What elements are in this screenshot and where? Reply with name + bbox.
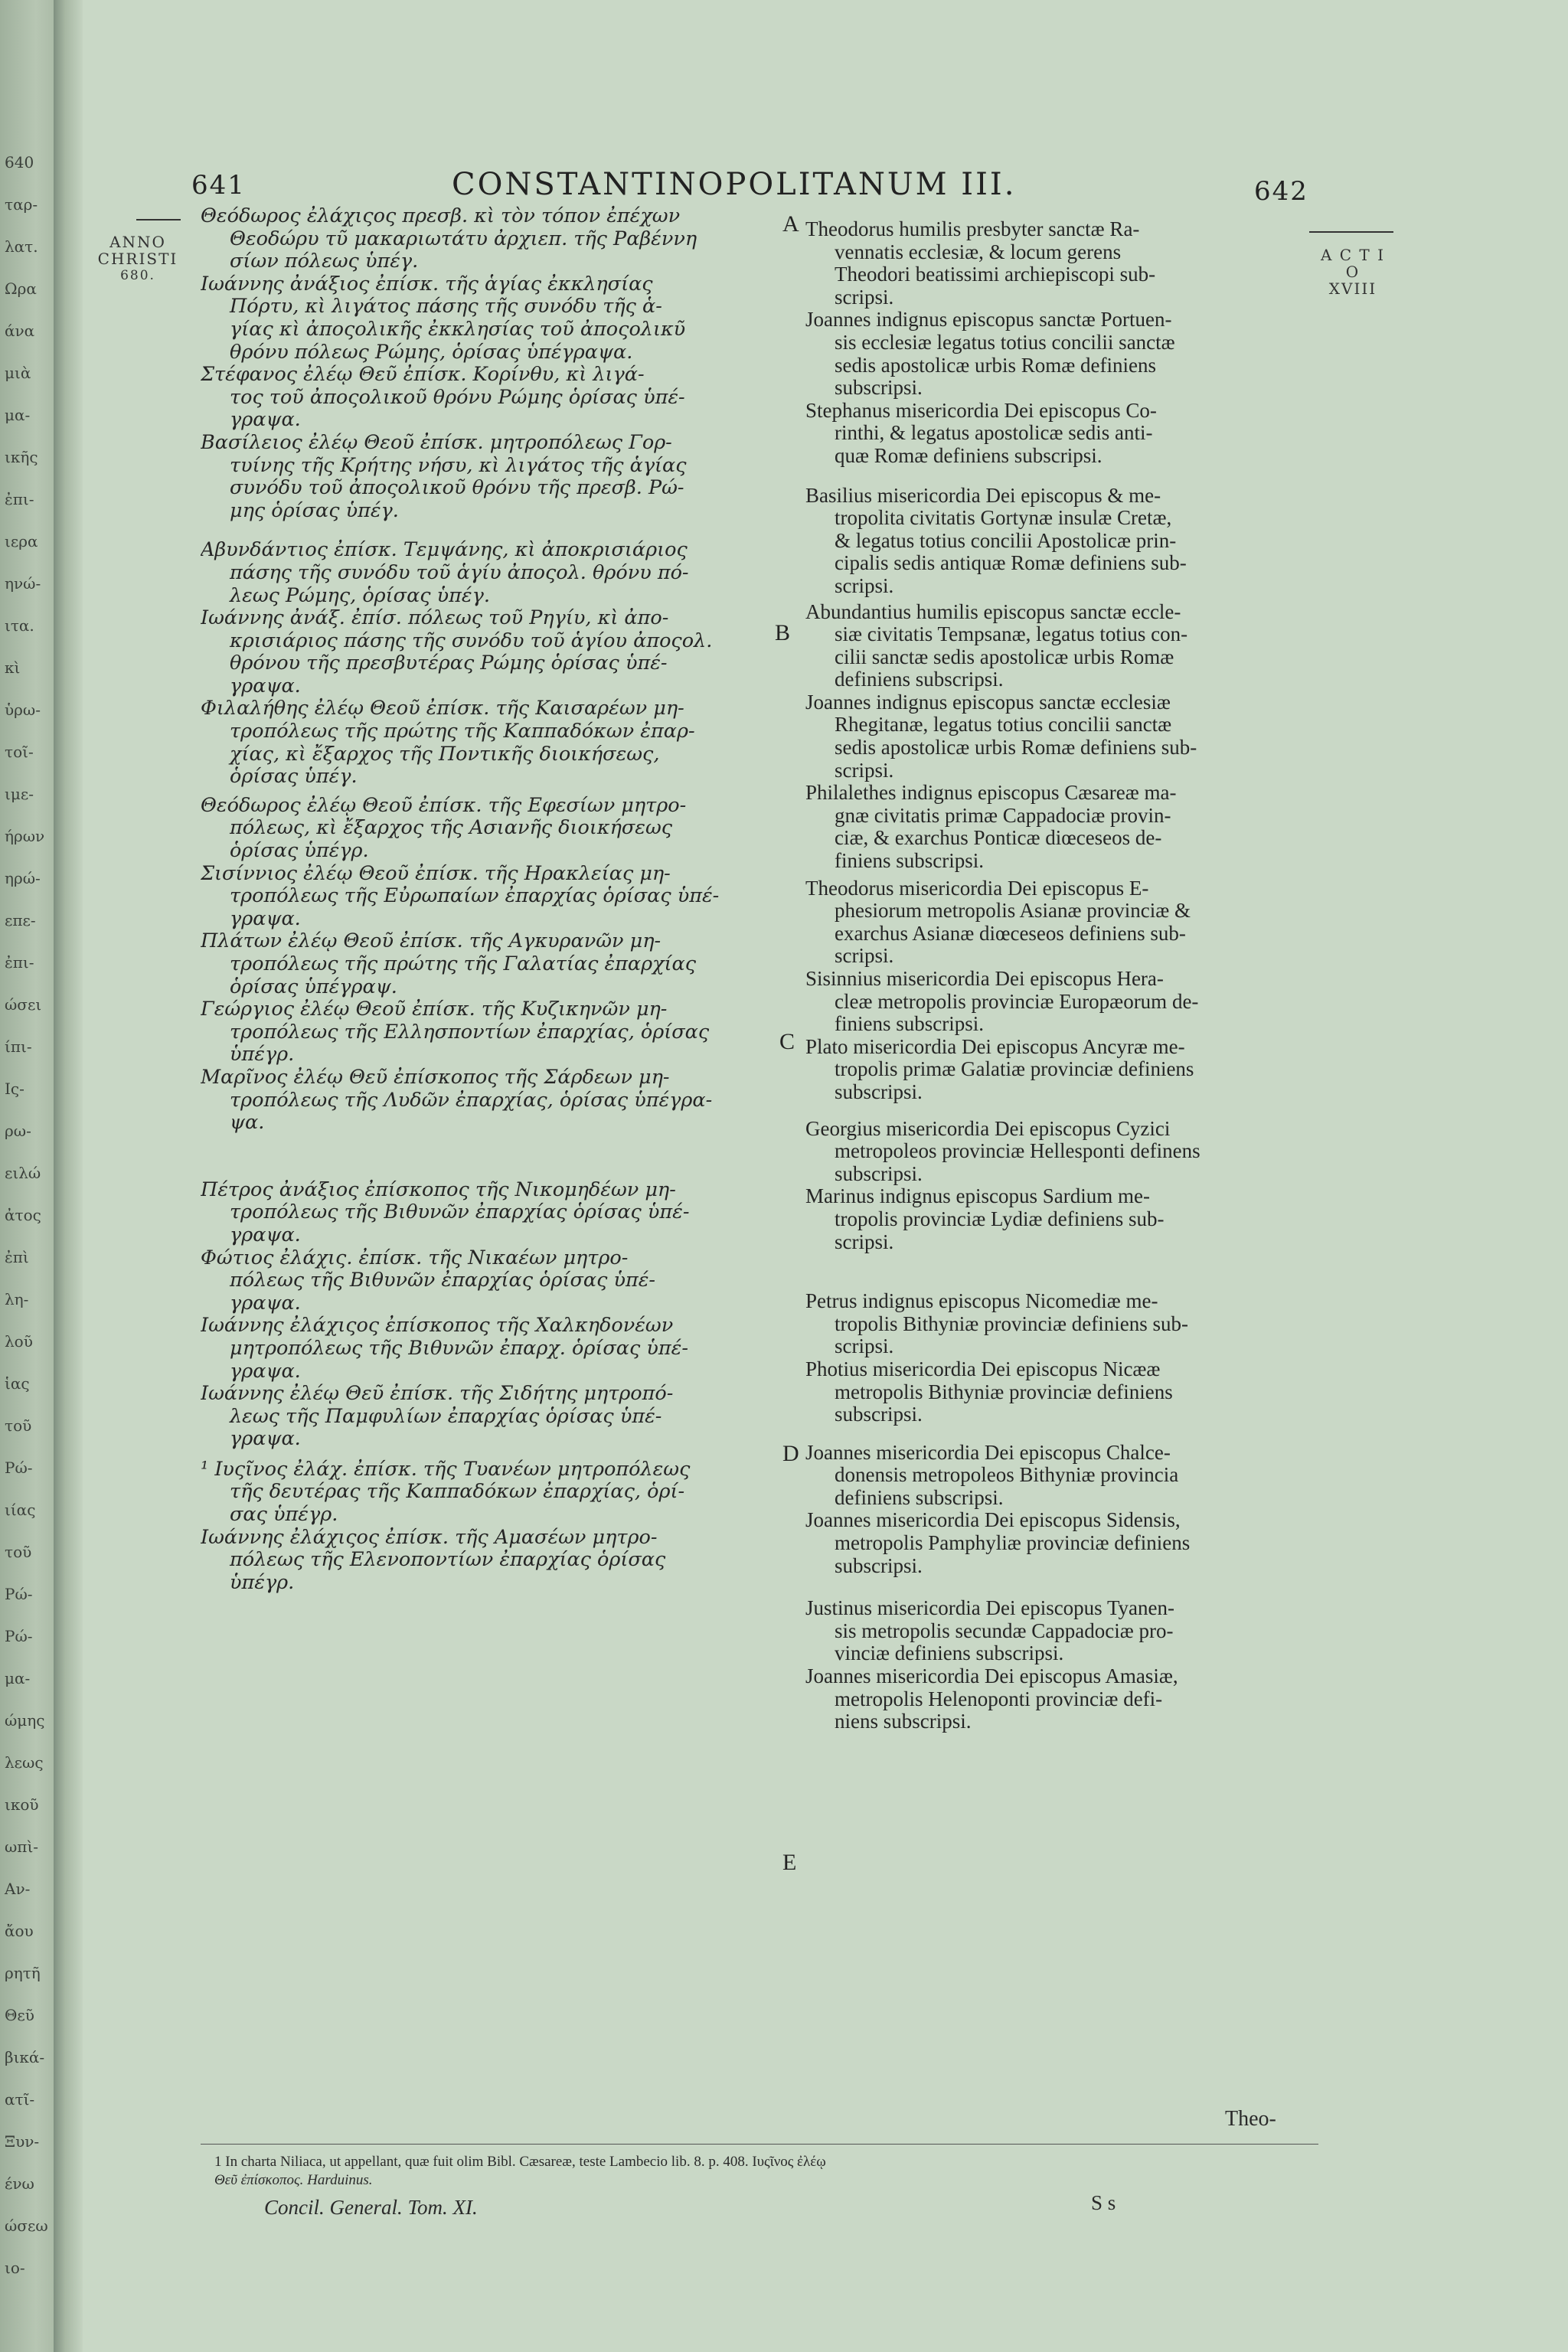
volume-signature: Concil. General. Tom. XI.	[264, 2196, 478, 2219]
subscription-entry	[805, 1442, 1318, 1510]
entry-line: ὑπέγρ.	[230, 1571, 295, 1594]
subscription-entry	[201, 795, 782, 863]
gutter-fragment: ιτα.	[5, 616, 34, 635]
section-letter-d: D	[782, 1441, 799, 1466]
entry-line: metropolis Pamphyliæ provinciæ definiens	[835, 1532, 1191, 1555]
gutter-fragment: λεως	[5, 1753, 44, 1772]
entry-line: τροπόλεως τῆς πρώτης τῆς Καππαδόκων ἐπαρ-	[230, 720, 695, 743]
entry-line: scripsi.	[835, 1230, 894, 1253]
header-dash-right	[1309, 231, 1393, 233]
entry-line: ὁρίσας ὑπέγρ.	[230, 840, 369, 863]
gutter-fragment: 640	[5, 153, 34, 172]
entry-line: ψα.	[230, 1112, 265, 1135]
gutter-fragment: Αν-	[5, 1880, 31, 1898]
entry-line: Justinus misericordia Dei episcopus Tyanen-	[805, 1597, 1175, 1620]
entry-line: Ιωάννης ἐλάχιςος ἐπίσκ. τῆς Αμασέων μητρο-	[201, 1526, 658, 1549]
subscription-entry	[201, 432, 782, 522]
entry-line: τροπόλεως τῆς πρώτης τῆς Γαλατίας ἐπαρχίας	[230, 953, 697, 975]
subscription-entry	[805, 877, 1318, 968]
entry-line: vennatis ecclesiæ, & locum gerens	[835, 240, 1122, 263]
section-letter-a: A	[782, 211, 799, 237]
gutter-fragment: ρω-	[5, 1122, 31, 1140]
anno-label: ANNO	[109, 233, 166, 251]
subscription-entry	[201, 1527, 782, 1595]
gutter-fragment: Ωρα	[5, 279, 37, 298]
entry-line: Joannes misericordia Dei episcopus Chalce-	[805, 1441, 1171, 1464]
entry-line: gnæ civitatis primæ Cappadociæ provin-	[835, 804, 1171, 827]
gutter-fragment: Ξυν-	[5, 2132, 40, 2151]
entry-line: θρόνυ πόλεως Ρώμης, ὁρίσας ὑπέγραψα.	[230, 341, 633, 364]
gutter-fragment: τοῦ	[5, 1543, 32, 1561]
gutter-fragment: ὑρω-	[5, 701, 41, 719]
gutter-fragment: ἐπι-	[5, 953, 34, 972]
gutter-fragment: μιὰ	[5, 364, 31, 382]
gutter-fragment: ταρ-	[5, 195, 38, 214]
subscription-entry	[805, 782, 1318, 872]
entry-line: metropolis Bithyniæ provinciæ definiens	[835, 1380, 1173, 1403]
entry-line: vinciæ definiens subscripsi.	[835, 1642, 1064, 1665]
entry-line: Abundantius humilis episcopus sanctæ eccle-	[805, 600, 1181, 623]
subscription-entry	[805, 691, 1318, 782]
entry-line: scripsi.	[835, 945, 894, 968]
gutter-fragment: ρητῆ	[5, 1964, 41, 1982]
entry-line: Πέτρος ἀνάξιος ἐπίσκοπος τῆς Νικομηδέων μη-	[201, 1178, 676, 1201]
entry-line: exarchus Asianæ diœceseos definiens sub-	[835, 922, 1186, 945]
subscription-entry	[201, 998, 782, 1067]
entry-line: finiens subscripsi.	[835, 850, 984, 873]
entry-line: phesiorum metropolis Asianæ provinciæ &	[835, 900, 1191, 923]
gutter-fragment: τοῦ	[5, 1416, 32, 1435]
gutter-fragment: ώσεω	[5, 2216, 48, 2235]
entry-line: Joannes misericordia Dei episcopus Sidensis,	[805, 1509, 1181, 1532]
entry-line: & legatus totius concilii Apostolicæ prin-	[835, 529, 1177, 552]
subscription-entry	[805, 309, 1318, 399]
subscription-entry	[201, 1247, 782, 1315]
sheet-signature: S s	[1091, 2191, 1116, 2214]
entry-line: cilii sanctæ sedis apostolicæ urbis Romæ	[835, 645, 1174, 668]
entry-line: Ιωάννης ἀνάξιος ἐπίσκ. τῆς ἁγίας ἐκκλησίας	[201, 273, 653, 296]
gutter-fragment: ήρων	[5, 827, 45, 845]
gutter-fragment: κὶ	[5, 658, 21, 677]
gutter-fragment: Ρώ-	[5, 1627, 33, 1645]
subscription-entry	[805, 968, 1318, 1036]
entry-line: subscripsi.	[835, 1162, 923, 1185]
entry-line: definiens subscripsi.	[835, 668, 1004, 691]
entry-line: metropoleos provinciæ Hellesponti definens	[835, 1140, 1200, 1163]
entry-line: πόλεως τῆς Ελενοποντίων ἐπαρχίας ὁρίσας	[230, 1549, 666, 1572]
subscription-entry	[805, 1358, 1318, 1426]
entry-line: λεως Ρώμης, ὁρίσας ὑπέγ.	[230, 584, 490, 607]
subscription-entry	[201, 539, 782, 607]
entry-line: Ιωάννης ἐλέῳ Θεῦ ἐπίσκ. τῆς Σιδήτης μητροπό-	[201, 1383, 674, 1406]
section-letter-e: E	[782, 1850, 797, 1875]
entry-line: Rhegitanæ, legatus totius concilii sanctæ	[835, 714, 1172, 737]
subscription-entry	[805, 1509, 1318, 1577]
subscription-entry	[201, 607, 782, 697]
entry-line: subscripsi.	[835, 1403, 923, 1426]
entry-line: tropolita civitatis Gortynæ insulæ Cretæ,	[835, 507, 1172, 530]
entry-line: tropolis primæ Galatiæ provinciæ definiens	[835, 1058, 1194, 1081]
running-title: CONSTANTINOPOLITANUM III.	[452, 167, 1017, 202]
subscription-entry	[805, 1185, 1318, 1253]
entry-line: γραψα.	[230, 1428, 301, 1451]
entry-line: Θεόδωρος ἐλέῳ Θεοῦ ἐπίσκ. τῆς Εφεσίων μητρο-	[201, 794, 687, 817]
actio-number: XVIII	[1328, 279, 1377, 298]
gutter-fragment: μα-	[5, 406, 31, 424]
subscription-entry	[805, 400, 1318, 468]
gutter-fragment: Ρώ-	[5, 1459, 33, 1477]
entry-line: quæ Romæ definiens subscripsi.	[835, 444, 1102, 467]
entry-line: πόλεως, κὶ ἔξαρχος τῆς Ασιανῆς διοικήσεως	[230, 817, 673, 840]
gutter-fragment: ἐπι-	[5, 490, 34, 508]
anno-christi-margin-note	[92, 234, 184, 284]
entry-line: Ιωάννης ἀνάξ. ἐπίσ. πόλεως τοῦ Ρηγίυ, κὶ ἀπο-	[201, 607, 669, 630]
entry-line: Georgius misericordia Dei episcopus Cyzici	[805, 1117, 1171, 1140]
entry-line: γραψα.	[230, 907, 301, 930]
entry-line: Σισίννιος ἐλέῳ Θεοῦ ἐπίσκ. τῆς Ηρακλείας μη-	[201, 862, 671, 885]
entry-line: Sisinnius misericordia Dei episcopus Hera-	[805, 968, 1164, 990]
gutter-fragment: ιμε-	[5, 785, 34, 803]
gutter-fragment: ώσει	[5, 995, 42, 1014]
entry-line: Photius misericordia Dei episcopus Nicææ	[805, 1357, 1161, 1380]
entry-line: tropolis Bithyniæ provinciæ definiens sub-	[835, 1312, 1188, 1335]
entry-line: rinthi, & legatus apostolicæ sedis anti-	[835, 422, 1153, 445]
entry-line: λεως τῆς Παμφυλίων ἐπαρχίας ὁρίσας ὑπέ-	[230, 1405, 662, 1428]
gutter-fragment: ιερα	[5, 532, 38, 550]
subscription-entry	[805, 1665, 1318, 1733]
header-dash-left	[136, 219, 181, 220]
latin-column	[805, 218, 1318, 1733]
gutter-fragment: ιο-	[5, 2259, 25, 2277]
subscription-entry	[201, 1383, 782, 1451]
subscription-entry	[201, 1067, 782, 1135]
entry-line: Petrus indignus episcopus Nicomediæ me-	[805, 1290, 1158, 1313]
entry-line: tropolis provinciæ Lydiæ definiens sub-	[835, 1207, 1165, 1230]
entry-line: γίας κὶ ἀποςολικῆς ἐκκλησίας τοῦ ἀποςολικῦ	[230, 318, 686, 341]
actio-margin-note	[1311, 247, 1395, 297]
subscription-entry	[805, 1118, 1318, 1186]
footnote-line-1: 1 In charta Niliaca, ut appellant, quæ fuit olim Bibl. Cæsareæ, teste Lambecio lib. 8. p. 408. Ιυςῖνος ἐλέῳ	[214, 2154, 826, 2170]
gutter-fragment: ἄου	[5, 1922, 34, 1940]
entry-line: ὑπέγρ.	[230, 1044, 295, 1067]
entry-line: σίων πόλεως ὑπέγ.	[230, 250, 419, 273]
entry-line: Φώτιος ἐλάχις. ἐπίσκ. τῆς Νικαέων μητρο-	[201, 1246, 629, 1269]
subscription-entry	[201, 697, 782, 788]
entry-line: Μαρῖνος ἐλέῳ Θεῦ ἐπίσκοπος τῆς Σάρδεων μη-	[201, 1066, 670, 1089]
entry-line: συνόδυ τοῦ ἀποςολικοῦ θρόνυ τῆς πρεσβ. Ρώ-	[230, 477, 684, 500]
subscription-entry	[201, 1179, 782, 1247]
subscription-entry	[201, 1459, 782, 1527]
entry-line: τροπόλεως τῆς Ελλησποντίων ἐπαρχίας, ὁρίσας	[230, 1021, 710, 1044]
gutter-fragment: ικῆς	[5, 448, 38, 466]
gutter-fragment: ίπι-	[5, 1037, 32, 1056]
gutter-fragment: ώμης	[5, 1711, 45, 1730]
gutter-fragment: Ις-	[5, 1080, 24, 1098]
gutter-fragment: ἐπὶ	[5, 1248, 29, 1266]
gutter-fragment: ατῖ-	[5, 2090, 35, 2109]
entry-line: scripsi.	[835, 759, 894, 782]
entry-line: μης ὁρίσας ὑπέγ.	[230, 499, 399, 522]
entry-line: ¹ Ιυςῖνος ἐλάχ. ἐπίσκ. τῆς Τυανέων μητροπόλεως	[201, 1458, 691, 1481]
entry-line: πάσης τῆς συνόδυ τοῦ ἁγίυ ἀποςολ. θρόνυ πό-	[230, 561, 689, 584]
entry-line: scripsi.	[835, 286, 894, 309]
entry-line: κρισιάριος πάσης τῆς συνόδυ τοῦ ἁγίου ἀποςολ.	[230, 629, 713, 652]
gutter-fragment: Ρώ-	[5, 1585, 33, 1603]
gutter-fragment: ηνώ-	[5, 574, 41, 593]
entry-line: τροπόλεως τῆς Εὐρωπαίων ἐπαρχίας ὁρίσας ὑπέ-	[230, 885, 720, 908]
subscription-entry	[201, 205, 782, 273]
christi-label: CHRISTI	[97, 250, 178, 268]
entry-line: ὁρίσας ὑπέγ.	[230, 766, 358, 789]
entry-line: Plato misericordia Dei episcopus Ancyræ me-	[805, 1035, 1185, 1058]
entry-line: Θεόδωρος ἐλάχιςος πρεσβ. κὶ τὸν τόπον ἐπέχων	[201, 205, 681, 227]
entry-line: subscripsi.	[835, 377, 923, 400]
gutter-fragment: λατ.	[5, 237, 38, 256]
entry-line: Basilius misericordia Dei episcopus & me-	[805, 484, 1161, 507]
entry-line: sedis apostolicæ urbis Romæ definiens	[835, 354, 1156, 377]
entry-line: metropolis Helenoponti provinciæ defi-	[835, 1687, 1163, 1710]
entry-line: sedis apostolicæ urbis Romæ definiens sub-	[835, 737, 1197, 760]
gutter-fragment: Θεῦ	[5, 2006, 34, 2024]
greek-column	[201, 205, 782, 1594]
entry-line: γραψα.	[230, 1292, 301, 1315]
entry-line: Αβυνδάντιος ἐπίσκ. Τεμψάνης, κὶ ἀποκρισιάριος	[201, 539, 688, 562]
entry-line: Marinus indignus episcopus Sardium me-	[805, 1185, 1150, 1208]
entry-line: Joannes misericordia Dei episcopus Amasiæ,	[805, 1665, 1178, 1688]
gutter-fragment: τοῖ-	[5, 743, 34, 761]
catchword: Theo-	[1225, 2107, 1276, 2131]
gutter-fragment: άνα	[5, 322, 35, 340]
entry-line: Philalethes indignus episcopus Cæsareæ ma-	[805, 782, 1177, 805]
entry-line: τυίνης τῆς Κρήτης νήσυ, κὶ λιγάτος τῆς ἁγίας	[230, 454, 687, 477]
entry-line: niens subscripsi.	[835, 1710, 972, 1733]
entry-line: scripsi.	[835, 574, 894, 597]
gutter-fragment: λη-	[5, 1290, 29, 1308]
binding-fold	[54, 0, 83, 2352]
section-letter-c: C	[779, 1029, 795, 1054]
entry-line: θρόνου τῆς πρεσβυτέρας Ρώμης ὁρίσας ὑπέ-	[230, 652, 668, 675]
entry-line: χίας, κὶ ἔξαρχος τῆς Ποντικῆς διοικήσεως,	[230, 743, 660, 766]
footnote-line-2: Θεῦ ἐπίσκοπος. Harduinus.	[214, 2172, 373, 2188]
entry-line: Joannes indignus episcopus sanctæ ecclesiæ	[805, 691, 1171, 714]
entry-line: subscripsi.	[835, 1554, 923, 1577]
gutter-fragment: ιίας	[5, 1501, 36, 1519]
entry-line: ὁρίσας ὑπέγραψ.	[230, 975, 397, 998]
entry-line: γραψα.	[230, 675, 301, 697]
footnote-rule	[201, 2144, 1318, 2145]
entry-line: Joannes indignus episcopus sanctæ Portuen-	[805, 309, 1172, 332]
subscription-entry	[805, 485, 1318, 598]
adjacent-page-strip	[0, 0, 60, 2352]
entry-line: τῆς δευτέρας τῆς Καππαδόκων ἐπαρχίας, ὁρί-	[230, 1481, 685, 1504]
gutter-fragment: βικά-	[5, 2048, 45, 2066]
entry-line: Φιλαλήθης ἐλέῳ Θεοῦ ἐπίσκ. τῆς Καισαρέων μη-	[201, 697, 684, 720]
gutter-fragment: ωπὶ-	[5, 1838, 39, 1856]
entry-line: πόλεως τῆς Βιθυνῶν ἐπαρχίας ὁρίσας ὑπέ-	[230, 1269, 656, 1292]
page-number-right: 642	[1254, 176, 1308, 207]
gutter-fragment: ἱας	[5, 1374, 30, 1393]
entry-line: Stephanus misericordia Dei episcopus Co-	[805, 399, 1157, 422]
year-label: 680.	[120, 268, 155, 283]
subscription-entry	[201, 863, 782, 931]
actio-label: A C T I O	[1320, 246, 1386, 281]
subscription-entry	[805, 1036, 1318, 1104]
subscription-entry	[805, 218, 1318, 309]
entry-line: finiens subscripsi.	[835, 1013, 984, 1036]
subscription-entry	[201, 273, 782, 364]
entry-line: Theodori beatissimi archiepiscopi sub-	[835, 263, 1156, 286]
gutter-fragment: ένω	[5, 2174, 34, 2193]
entry-line: Στέφανος ἐλέῳ Θεῦ ἐπίσκ. Κορίνθυ, κὶ λιγά-	[201, 364, 645, 387]
entry-line: Θεοδώρυ τῦ μακαριωτάτυ ἀρχιεπ. τῆς Ραβέννη	[230, 227, 697, 250]
entry-line: γραψα.	[230, 1223, 301, 1246]
gutter-fragment: μα-	[5, 1669, 31, 1687]
entry-line: sis metropolis secundæ Cappadociæ pro-	[835, 1619, 1174, 1642]
entry-line: μητροπόλεως τῆς Βιθυνῶν ἐπαρχ. ὁρίσας ὑπέ-	[230, 1337, 688, 1360]
subscription-entry	[805, 601, 1318, 691]
section-letter-b: B	[775, 620, 791, 645]
entry-line: Theodorus humilis presbyter sanctæ Ra-	[805, 218, 1140, 240]
entry-line: γραψα.	[230, 1360, 301, 1383]
gutter-fragment: ικοῦ	[5, 1795, 39, 1814]
entry-line: τος τοῦ ἀποςολικοῦ θρόνυ Ρώμης ὁρίσας ὑπέ-	[230, 386, 685, 409]
entry-line: donensis metropoleos Bithyniæ provincia	[835, 1464, 1179, 1487]
subscription-entry	[805, 1597, 1318, 1665]
subscription-entry	[201, 364, 782, 432]
entry-line: cipalis sedis antiquæ Romæ definiens sub-	[835, 552, 1187, 575]
subscription-entry	[201, 930, 782, 998]
entry-line: γραψα.	[230, 409, 301, 432]
entry-line: sis ecclesiæ legatus totius concilii sanctæ	[835, 331, 1175, 354]
entry-line: scripsi.	[835, 1335, 894, 1358]
gutter-fragment: ἀτος	[5, 1206, 41, 1224]
gutter-fragment: ηρώ-	[5, 869, 41, 887]
entry-line: ciæ, & exarchus Ponticæ diœceseos de-	[835, 827, 1162, 850]
gutter-fragment: λοῦ	[5, 1332, 33, 1351]
subscription-entry	[805, 1290, 1318, 1358]
entry-line: τροπόλεως τῆς Βιθυνῶν ἐπαρχίας ὁρίσας ὑπέ-	[230, 1201, 690, 1224]
entry-line: Theodorus misericordia Dei episcopus E-	[805, 877, 1149, 900]
subscription-entry	[201, 1315, 782, 1383]
entry-line: τροπόλεως τῆς Λυδῶν ἐπαρχίας, ὁρίσας ὑπέγρα-	[230, 1089, 713, 1112]
entry-line: subscripsi.	[835, 1080, 923, 1103]
entry-line: Πλάτων ἐλέῳ Θεοῦ ἐπίσκ. τῆς Αγκυρανῶν μη-	[201, 930, 662, 953]
entry-line: Βασίλειος ἐλέῳ Θεοῦ ἐπίσκ. μητροπόλεως Γορ-	[201, 431, 672, 454]
footnote	[214, 2153, 1317, 2190]
entry-line: cleæ metropolis provinciæ Europæorum de-	[835, 990, 1199, 1013]
entry-line: siæ civitatis Tempsanæ, legatus totius con-	[835, 623, 1188, 646]
entry-line: Πόρτυ, κὶ λιγάτος πάσης τῆς συνόδυ τῆς ἁ-	[230, 296, 662, 318]
gutter-fragment: ειλώ	[5, 1164, 41, 1182]
entry-line: Ιωάννης ἐλάχιςος ἐπίσκοπος τῆς Χαλκηδονέων	[201, 1315, 674, 1338]
gutter-fragment: επε-	[5, 911, 36, 929]
page-number-left: 641	[191, 170, 246, 201]
entry-line: definiens subscripsi.	[835, 1486, 1004, 1509]
entry-line: σας ὑπέγρ.	[230, 1504, 338, 1527]
entry-line: Γεώργιος ἐλέῳ Θεοῦ ἐπίσκ. τῆς Κυζικηνῶν μη-	[201, 998, 668, 1021]
